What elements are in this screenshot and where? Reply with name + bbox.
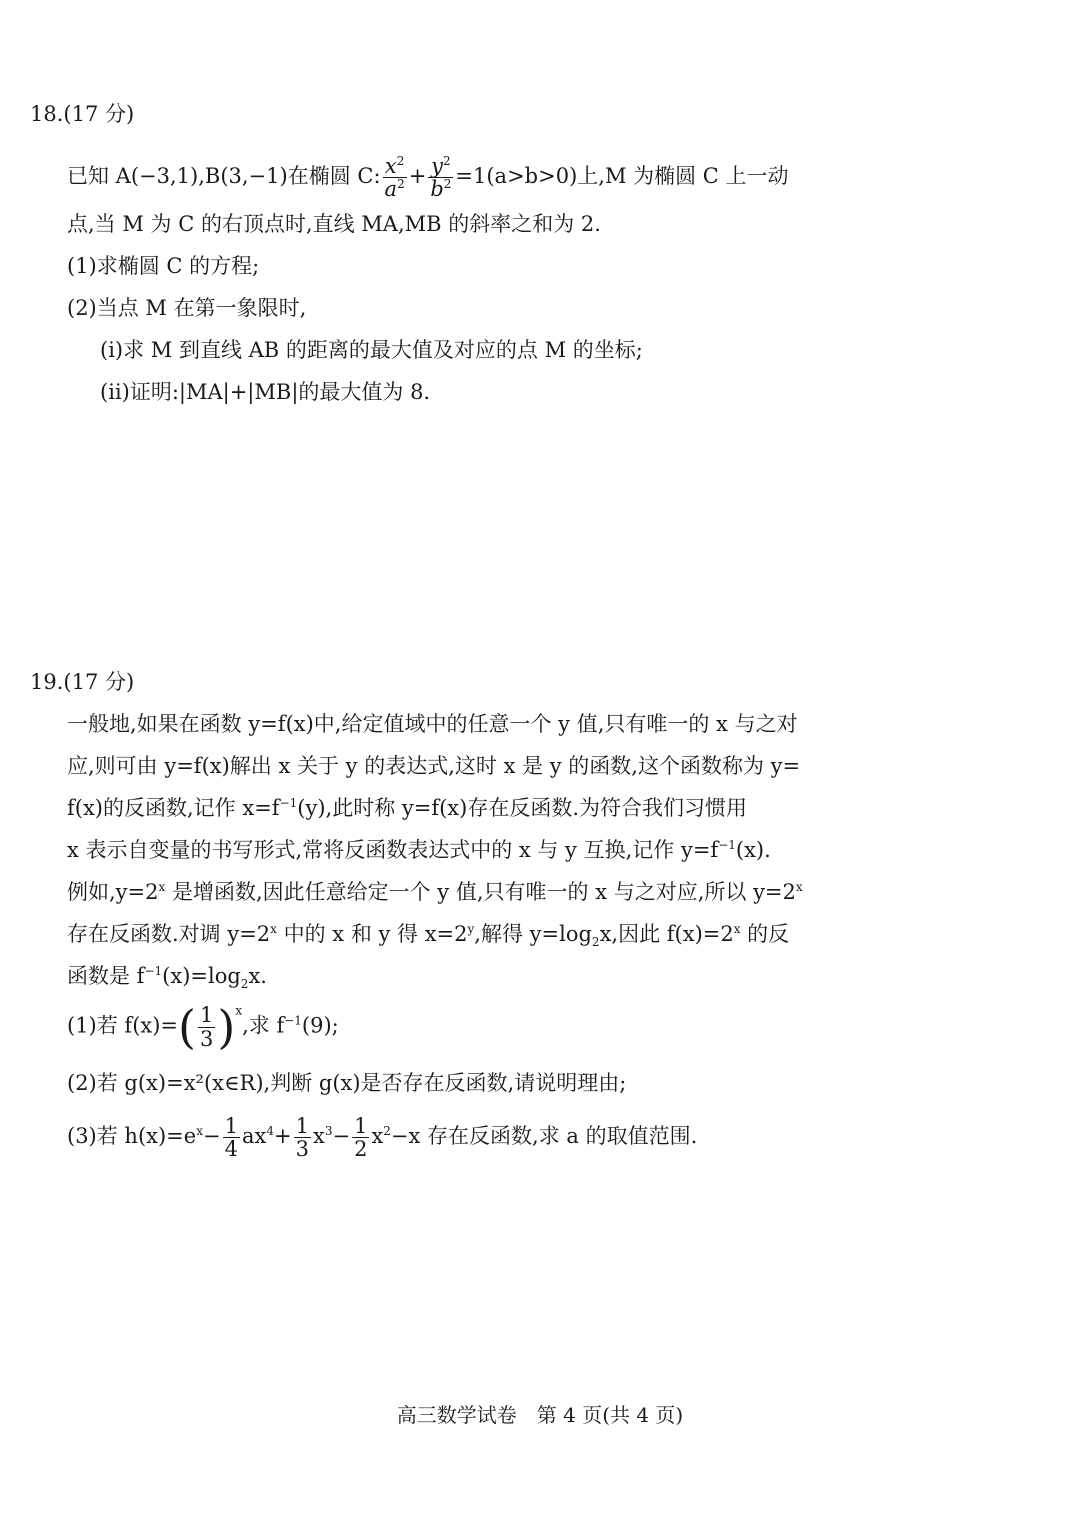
ellipse-y-fraction: $\frac{y^2}{b^2}$ [430,154,452,202]
q18-line-2: 点,当 M 为 C 的右顶点时,直线 MA,MB 的斜率之和为 2. [67,212,601,236]
page-footer: 高三数学试卷 第 4 页(共 4 页) [396,1403,684,1427]
q18-part-2-ii: (ⅱ)证明:|MA|+|MB|的最大值为 8. [100,380,431,404]
q19-part-2: (2)若 g(x)=x²(x∈R),判断 g(x)是否存在反函数,请说明理由; [67,1071,627,1095]
q18-part-2-i: (ⅰ)求 M 到直线 AB 的距离的最大值及对应的点 M 的坐标; [100,338,643,362]
q19-line-6: 存在反函数.对调 $y=2^x$ 中的 x 和 y 得 $x=2^y$,解得 $y=\log_2x$,因此 $f(x)=2^x$ 的反 [67,922,790,950]
q19-line-2: 应,则可由 y=f(x)解出 x 关于 y 的表达式,这时 x 是 y 的函数,这个函数称为 y= [67,754,801,778]
q19-line-3: f(x)的反函数,记作 $x=f^{-1}(y)$,此时称 y=f(x)存在反函数.为符合我们习惯用 [67,796,748,820]
q18-header: 18.(17 分) [30,102,135,126]
q19-line-4: x 表示自变量的书写形式,常将反函数表达式中的 x 与 y 互换,记作 $y=f^{-1}(x)$. [67,838,771,862]
one-third-fraction: $\frac{1}{3}$ [199,1003,214,1051]
q19-header: 19.(17 分) [30,670,135,694]
third-fraction: $\frac{1}{3}$ [295,1114,309,1162]
q18-line-1: 已知 A(−3,1),B(3,−1)在椭圆 C: $\frac{x^2}{a^2}$ + $\frac{y^2}{b^2}$ =1(a>b>0)上,M 为椭圆 C 上一动 [67,154,789,202]
q19-part-1: (1)若 f(x)=( $\frac{1}{3}$ )$^x$,求 $f^{-1}(9)$; [67,1000,339,1054]
q19-line-1: 一般地,如果在函数 y=f(x)中,给定值域中的任意一个 y 值,只有唯一的 x 与之对 [67,712,798,736]
quarter-fraction: $\frac{1}{4}$ [224,1114,238,1162]
ellipse-x-fraction: $\frac{x^2}{a^2}$ [384,154,405,202]
q18-part-1: (1)求椭圆 C 的方程; [67,254,260,278]
q19-line-5: 例如$,y=2^x$ 是增函数,因此任意给定一个 y 值,只有唯一的 x 与之对应,所以 $y=2^x$ [67,880,803,904]
q19-line-7: 函数是 $f^{-1}(x)=\log_2x$. [67,964,267,992]
q18-part-2: (2)当点 M 在第一象限时, [67,296,307,320]
q19-part-3: (3)若 $h(x)=e^x-$ $\frac{1}{4}$ $ax^4+$ $\frac{1}{3}$ $x^3-$ $\frac{1}{2}$ $x^2-x$ 存在反函数,求 a 的取值范围. [67,1114,698,1162]
half-fraction: $\frac{1}{2}$ [354,1114,368,1162]
